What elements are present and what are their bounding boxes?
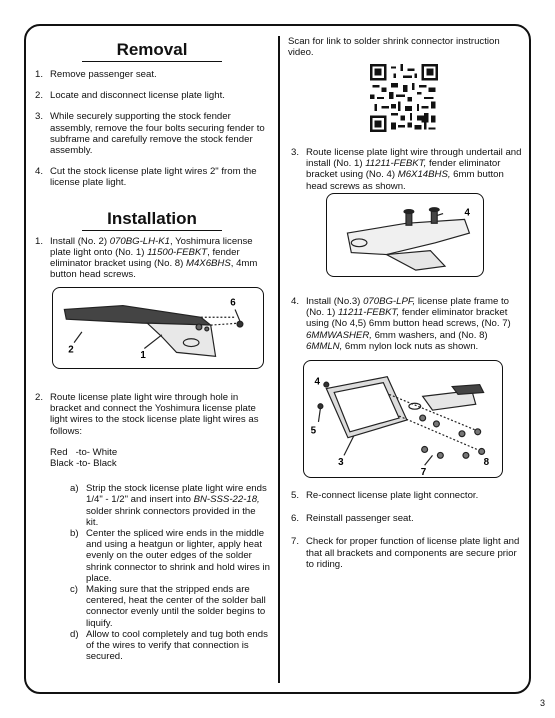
substep-text: Strip the stock license plate light wire ends 1/4" - 1/2" and insert into xyxy=(86,483,267,506)
substep-label: c) xyxy=(70,584,78,596)
step-text-e: , fender eliminator bracket using (No. 8) xyxy=(50,246,240,270)
step-number: 4. xyxy=(35,166,44,178)
step-text: 6mm washers, and (No. 8) xyxy=(371,329,488,341)
step-text: Install (No.3) xyxy=(306,296,364,307)
install-step-5 xyxy=(288,490,524,501)
substep-d xyxy=(70,629,270,663)
step-text-c: , Yoshimura license plate light onto (No. 1) xyxy=(50,235,253,258)
removal-step-4 xyxy=(32,166,272,188)
step-text: While securely supporting the stock fender assembly, remove the four bolts securing fender to subframe and carefully remove the stock fender assembly. xyxy=(50,111,265,157)
step-text-a: Install (No. 2) xyxy=(50,235,110,247)
part-number: 11211-FEBKT, xyxy=(338,307,400,319)
part-number: M6X14BHS, xyxy=(397,169,451,181)
bracket-mount-illustration xyxy=(327,194,483,276)
step-text: fender eliminator bracket using (No. 4) xyxy=(306,158,501,181)
substep-a xyxy=(70,483,270,528)
install-step-7 xyxy=(288,536,524,570)
callout-4: 4 xyxy=(314,376,320,388)
step-number: 1. xyxy=(35,235,44,247)
part-number: M4X6BHS xyxy=(185,258,231,270)
step-text: Re-connect license plate light connector. xyxy=(306,490,479,501)
substep-label: d) xyxy=(70,628,79,640)
install-step-3 xyxy=(288,147,524,192)
page-number: 3 xyxy=(539,698,545,708)
callout-6: 6 xyxy=(230,297,236,309)
wire-mapping xyxy=(32,447,272,469)
callout-5: 5 xyxy=(310,425,317,437)
callout-2: 2 xyxy=(68,344,74,356)
diagram-light-bracket xyxy=(52,287,264,369)
left-column xyxy=(32,40,272,280)
removal-step-2 xyxy=(32,90,272,101)
install-step-2 xyxy=(32,392,272,437)
part-number: 070BG-LH-K1 xyxy=(109,235,170,247)
left-lower-content xyxy=(32,392,272,662)
step-text-g: , 4mm button head screws. xyxy=(50,258,258,281)
substep-text: solder shrink connectors provided in the kit. xyxy=(86,505,256,528)
right-step-4-block xyxy=(288,296,524,352)
step-text: Cut the stock license plate light wires 2" from the license plate light. xyxy=(50,166,257,189)
step-number: 5. xyxy=(291,490,300,501)
bracket-light-illustration xyxy=(53,288,263,368)
part-number: BN-SSS-22-18, xyxy=(193,494,260,506)
step-text: Check for proper function of license plate light and that all brackets and components are secure prior to riding. xyxy=(306,536,520,570)
step-number: 7. xyxy=(291,536,300,548)
part-number: 11211-FEBKT, xyxy=(365,158,427,170)
qr-code[interactable] xyxy=(370,64,438,132)
right-final-steps xyxy=(288,490,524,570)
substep-label: b) xyxy=(70,528,79,540)
install-step-6 xyxy=(288,513,524,524)
part-number: 070BG-LPF, xyxy=(363,296,416,307)
callout-3: 3 xyxy=(338,457,344,469)
step-number: 1. xyxy=(35,69,44,80)
right-column xyxy=(288,36,524,58)
scan-instruction: Scan for link to solder shrink connector instruction video. xyxy=(288,36,500,59)
qr-code-icon xyxy=(370,64,438,132)
part-number: 11500-FEBKT xyxy=(147,246,208,258)
step-number: 6. xyxy=(291,513,300,525)
step-number: 2. xyxy=(35,392,44,403)
substep-text: Making sure that the stripped ends are centered, heat the center of the solder ball connector evenly until the solder begins to liquify. xyxy=(86,584,266,629)
substep-text: Center the spliced wire ends in the middle and using a heatgun or lighter, apply heat evenly on the outer edges of the solder shrink connector to shrink and hold wires in place. xyxy=(86,528,270,584)
step-number: 2. xyxy=(35,90,44,102)
callout-1: 1 xyxy=(140,350,146,362)
part-number: 6MMLN, xyxy=(306,340,343,352)
column-divider xyxy=(278,36,280,683)
step-number: 3. xyxy=(35,111,44,123)
install-step-4 xyxy=(288,296,524,352)
install-step-1 xyxy=(32,236,272,281)
removal-step-1 xyxy=(32,69,272,80)
step-number: 3. xyxy=(291,147,300,158)
diagram-plate-frame xyxy=(303,360,503,478)
step-text: Remove passenger seat. xyxy=(50,69,157,80)
substep-text: Allow to cool completely and tug both ends of the wires to verify that connection is secured. xyxy=(86,628,268,663)
substep-c xyxy=(70,584,270,629)
step-text: 6mm button head screws as shown. xyxy=(306,169,504,192)
callout-4: 4 xyxy=(464,207,470,219)
wire-red-white: Red -to- White xyxy=(50,446,118,458)
step-text: fender eliminator bracket using (No 4,5) 6mm button head screws, (No. 7) xyxy=(306,307,511,330)
substep-b xyxy=(70,528,270,584)
step-text: 6mm nylon lock nuts as shown. xyxy=(342,340,479,352)
plate-frame-illustration xyxy=(304,361,502,477)
part-number: 6MMWASHER, xyxy=(306,329,372,341)
step-text: Reinstall passenger seat. xyxy=(306,513,414,525)
callout-8: 8 xyxy=(483,457,490,469)
wire-black-black: Black -to- Black xyxy=(50,458,117,470)
removal-step-3 xyxy=(32,111,272,156)
step-number: 4. xyxy=(291,296,300,307)
step-text: Route license plate light wire through undertail and install (No. 1) xyxy=(306,147,522,170)
substeps xyxy=(70,483,270,662)
step-text: license plate frame to (No. 1) xyxy=(306,296,510,319)
substep-label: a) xyxy=(70,483,79,495)
diagram-bracket-mount xyxy=(326,193,484,277)
removal-heading: Removal xyxy=(82,40,222,62)
callout-7: 7 xyxy=(420,467,427,477)
installation-heading: Installation xyxy=(82,209,222,231)
right-step-3-block xyxy=(288,147,524,192)
step-text: Route license plate light wire through hole in bracket and connect the Yoshimura license plate light wires to the stock license plate light wires as follows: xyxy=(50,392,259,437)
step-text: Locate and disconnect license plate light. xyxy=(50,90,225,102)
